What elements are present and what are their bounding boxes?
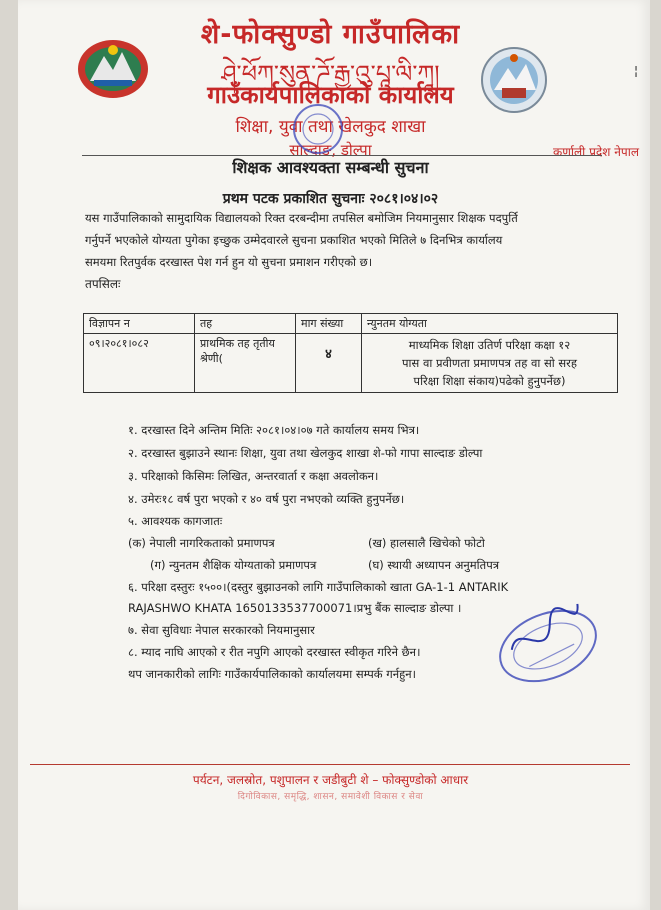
side-mark: ¦ xyxy=(634,64,639,78)
item-exam-fee: ६. परिक्षा दस्तुरः १५००।(दस्तुर बुझाउनको लागि गाउँपालिकाको खाता GA-1-1 ANTARIK xyxy=(128,580,509,594)
item-bank-account: RAJASHWO KHATA 1650133537700071।प्रभु बैंक साल्दाङ डोल्पा । xyxy=(128,601,462,615)
item-late-application: ८. म्याद नाघि आएको र रीत नपुगि आएको दरखास्त स्वीकृत गरिने छैन। xyxy=(128,645,421,659)
office-location: साल्दाङ, डोल्पा xyxy=(289,141,372,159)
qualification-line: पास वा प्रवीणता प्रमाणपत्र तह वा सो सरह xyxy=(402,356,577,370)
notice-title: शिक्षक आवश्यक्ता सम्बन्धी सुचना xyxy=(232,158,429,177)
col-level: तह xyxy=(195,314,296,334)
tapsil-label: तपसिलः xyxy=(85,277,121,291)
cell-ad-no: ०९।२०८१।०८२ xyxy=(84,334,195,393)
table-row xyxy=(84,334,618,393)
notice-body-line: समयमा रितपुर्वक दरखास्त पेश गर्न हुन यो सुचना प्रमाशन गरीएको छ। xyxy=(85,255,373,269)
item-documents: ५. आवश्यक कागजातः xyxy=(128,514,223,528)
notice-body-line: गर्नुपर्ने भएकोले योग्यता पुगेका इच्छुक उम्मेदवारले सुचना प्रकाशित भएको मितिले ७ दिनभित्र कार्यालय xyxy=(85,233,503,247)
item-deadline: १. दरखास्त दिने अन्तिम मितिः २०८१।०४।०७ गते कार्यालय समय भित्र। xyxy=(128,423,420,437)
doc-citizenship: (क) नेपाली नागरिकताको प्रमाणपत्र xyxy=(128,536,275,550)
vacancy-table xyxy=(83,313,618,393)
qualification-line: परिक्षा शिक्षा संकाय)पढेको हुनुपर्नेछ) xyxy=(413,374,566,388)
item-submission-place: २. दरखास्त बुझाउने स्थानः शिक्षा, युवा तथा खेलकुद शाखा शे-फो गापा साल्दाङ डोल्पा xyxy=(128,446,483,460)
municipality-name: शे-फोक्सुण्डो गाउँपालिका xyxy=(200,19,461,50)
doc-academic: (ग) न्युनतम शैक्षिक योग्यताको प्रमाणपत्र xyxy=(150,558,317,572)
notice-body-line: यस गाउँपालिकाको सामुदायिक विद्यालयको रिक्त दरबन्दीमा तपसिल बमोजिम नियमानुसार शिक्षक पदपुर्ति xyxy=(85,211,518,225)
col-ad-no: विज्ञापन न xyxy=(84,314,195,334)
office-stamp-icon xyxy=(278,101,358,157)
item-benefits: ७. सेवा सुविधाः नेपाल सरकारको नियमानुसार xyxy=(128,623,315,637)
doc-license: (घ) स्थायी अध्यापन अनुमतिपत्र xyxy=(368,558,500,572)
municipality-name-tibetan: ཤེ་ཕོཀ་སུན་ཌོ་རྒྱ་འུ་པཱ་ལི་ཀཱ། xyxy=(221,60,440,88)
col-qualification: न्युनतम योग्यता xyxy=(362,314,618,334)
qualification-line: माध्यमिक शिक्षा उतिर्ण परिक्षा कक्षा १२ xyxy=(408,338,571,352)
footer-divider xyxy=(30,764,630,765)
cell-count: ४ xyxy=(296,334,362,393)
item-age: ४. उमेरः१८ वर्ष पुरा भएको र ४० वर्ष पुरा नभएको व्यक्ति हुनुपर्नेछ। xyxy=(128,492,405,506)
doc-photo: (ख) हालसालै खिचेको फोटो xyxy=(368,536,485,550)
footer-slogan: पर्यटन, जलस्रोत, पशुपालन र जडीबुटी शे – फोक्सुण्डोको आधार xyxy=(192,773,469,787)
item-contact: थप जानकारीको लागिः गाउँकार्यपालिकाको कार्यालयमा सम्पर्क गर्नहुन। xyxy=(128,667,416,681)
office-name: गाउँकार्यपालिकाको कार्यालय xyxy=(207,81,454,109)
cell-level: प्राथमिक तह तृतीय श्रेणी( xyxy=(195,334,296,393)
col-count: माग संख्या xyxy=(296,314,362,334)
province-label: कर्णाली प्रदेश नेपाल xyxy=(553,145,639,159)
item-exam-type: ३. परिक्षाको किसिमः लिखित, अन्तरवार्ता र कक्षा अवलोकन। xyxy=(128,469,379,483)
notice-subtitle: प्रथम पटक प्रकाशित सुचनाः २०८१।०४।०२ xyxy=(222,191,439,207)
notice-body xyxy=(85,207,595,273)
table-header-row xyxy=(84,314,618,334)
footer-slogan-faded: दिगोविकास, समृद्धि, शासन, समावेशी विकास र सेवा xyxy=(237,792,424,802)
branch-name: शिक्षा, युवा तथा खेलकुद शाखा xyxy=(235,117,426,137)
cell-qualification xyxy=(362,334,618,393)
